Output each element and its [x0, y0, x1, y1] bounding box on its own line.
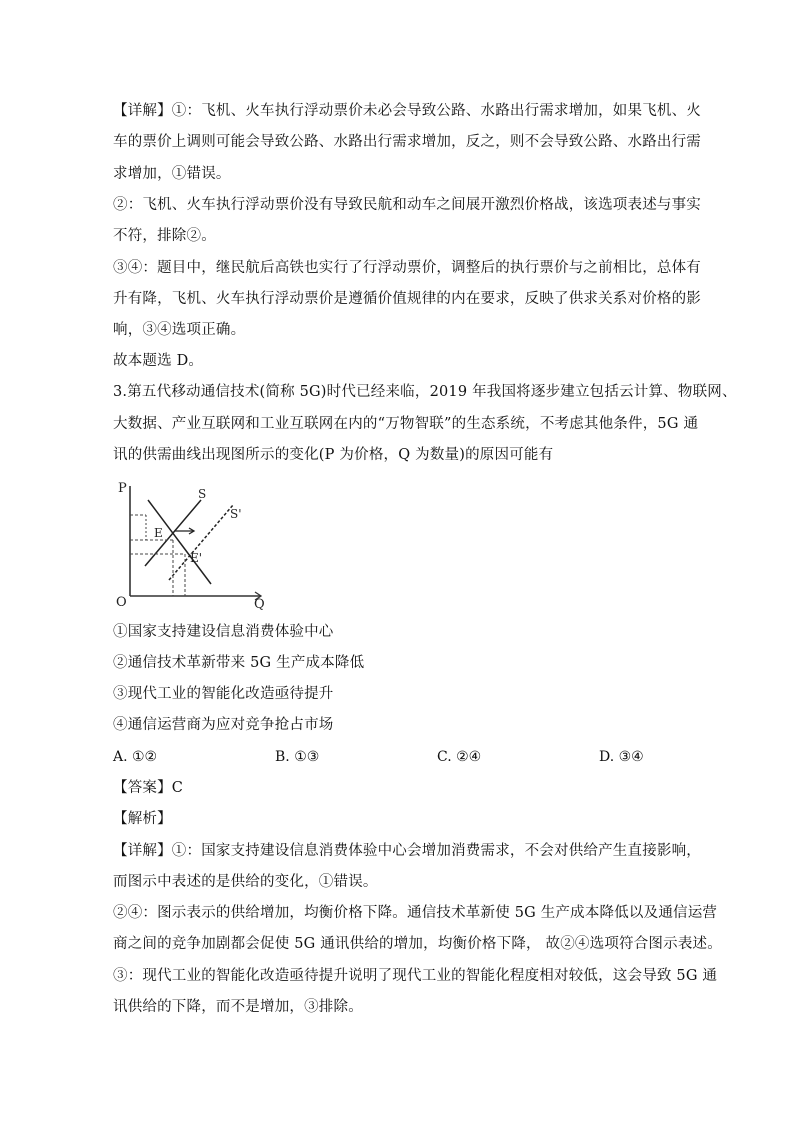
explanation-line: 升有降，飞机、火车执行浮动票价是遵循价值规律的内在要求，反映了供求关系对价格的影 — [113, 291, 701, 307]
question-stem-line: 大数据、产业互联网和工业互联网在内的“万物智联”的生态系统，不考虑其他条件，5G 通 — [113, 416, 699, 432]
s-prime-label: S' — [230, 507, 242, 521]
detail-line: 商之间的竞争加剧都会促使 5G 通讯供给的增加，均衡价格下降， 故②④选项符合图示表述。 — [113, 936, 722, 952]
explanation-line: ③④：题目中，继民航后高铁也实行了行浮动票价，调整后的执行票价与之前相比，总体有 — [113, 260, 701, 276]
explanation-line: 车的票价上调则可能会导致公路、水路出行需求增加，反之，则不会导致公路、水路出行需 — [113, 134, 701, 150]
list-item: ②通信技术革新带来 5G 生产成本降低 — [113, 655, 365, 671]
supply-curve-s-prime — [169, 505, 233, 580]
detail-line: 而图示中表述的是供给的变化，①错误。 — [113, 874, 378, 890]
explanation-line: 【详解】①：飞机、火车执行浮动票价未必会导致公路、水路出行需求增加，如果飞机、火 — [113, 103, 701, 119]
explanation-line: ②：飞机、火车执行浮动票价没有导致民航和动车之间展开激烈价格战，该选项表述与事实 — [113, 197, 701, 213]
origin-label: O — [116, 595, 127, 610]
choice-d: D. ③④ — [599, 749, 644, 765]
explanation-line: 响，③④选项正确。 — [113, 322, 246, 338]
answer: 【答案】C — [113, 780, 184, 796]
supply-demand-graph — [113, 478, 273, 614]
detail-line: ②④：图示表示的供给增加，均衡价格下降。通信技术革新使 5G 生产成本降低以及通信运营 — [113, 905, 718, 921]
s-label: S — [198, 487, 207, 501]
question-stem-line: 讯的供需曲线出现图所示的变化(P 为价格，Q 为数量)的原因可能有 — [113, 447, 554, 463]
analysis-heading: 【解析】 — [113, 811, 172, 827]
e-prime-label: E' — [190, 551, 203, 565]
choice-a: A. ①② — [113, 749, 158, 765]
question-stem-line: 3.第五代移动通信技术(简称 5G)时代已经来临，2019 年我国将逐步建立包括云计算、物联网、 — [113, 384, 737, 400]
explanation-line: 不符，排除②。 — [113, 228, 216, 244]
choice-c: C. ②④ — [437, 749, 482, 765]
explanation-conclusion: 故本题选 D。 — [113, 353, 204, 369]
explanation-line: 求增加，①错误。 — [113, 166, 231, 182]
detail-line: 讯供给的下降，而不是增加，③排除。 — [113, 999, 363, 1015]
e-label: E — [154, 526, 163, 540]
list-item: ③现代工业的智能化改造亟待提升 — [113, 686, 334, 702]
detail-line: ③：现代工业的智能化改造亟待提升说明了现代工业的智能化程度相对较低，这会导致 5G 通 — [113, 968, 718, 984]
detail-line: 【详解】①：国家支持建设信息消费体验中心会增加消费需求，不会对供给产生直接影响， — [113, 843, 701, 859]
p-axis-label: P — [118, 481, 127, 496]
list-item: ①国家支持建设信息消费体验中心 — [113, 624, 334, 640]
q-axis-label: Q — [254, 597, 265, 612]
choice-b: B. ①③ — [275, 749, 320, 765]
list-item: ④通信运营商为应对竞争抢占市场 — [113, 717, 334, 733]
